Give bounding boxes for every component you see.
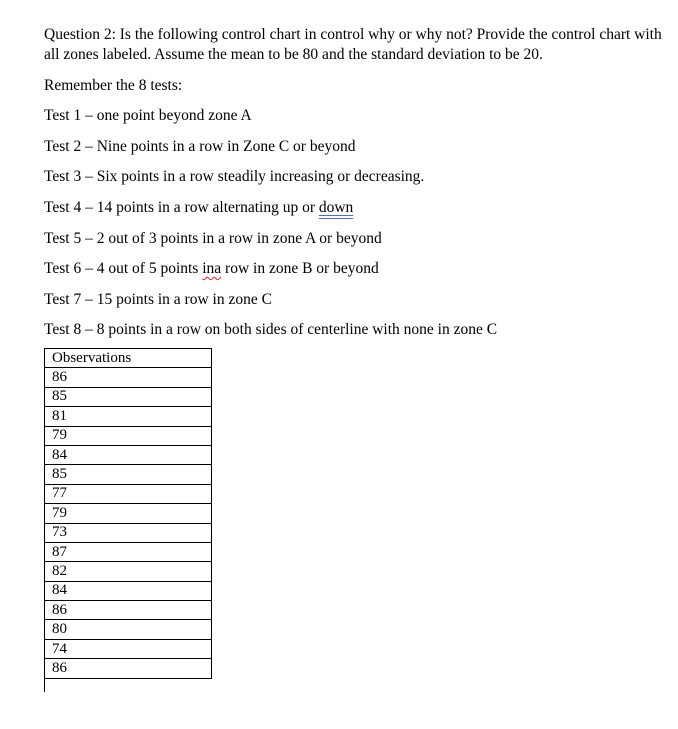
table-row xyxy=(45,523,212,542)
test-1-text: Test 1 – one point beyond zone A xyxy=(44,107,252,124)
observations-header: Observations xyxy=(45,349,212,368)
table-row xyxy=(45,639,212,658)
table-header-row xyxy=(45,349,212,368)
observation-cell: 77 xyxy=(45,484,212,503)
table-row xyxy=(45,368,212,387)
test-3 xyxy=(44,167,424,186)
table-row xyxy=(45,445,212,464)
test-3-text: Test 3 – Six points in a row steadily increasing or decreasing. xyxy=(44,168,425,185)
observation-cell: 84 xyxy=(45,581,212,600)
table-row xyxy=(45,581,212,600)
test-2-text: Test 2 – Nine points in a row in Zone C or beyond xyxy=(44,138,356,155)
table-row xyxy=(45,562,212,581)
test-5 xyxy=(44,229,382,248)
observation-cell: 84 xyxy=(45,445,212,464)
table-row xyxy=(45,465,212,484)
table-row xyxy=(45,484,212,503)
text-cursor[interactable] xyxy=(44,675,45,692)
tests-intro: Remember the 8 tests: xyxy=(44,77,183,94)
observation-cell: 79 xyxy=(45,504,212,523)
table-row xyxy=(45,601,212,620)
observation-cell: 85 xyxy=(45,465,212,484)
table-row xyxy=(45,426,212,445)
table-row xyxy=(45,407,212,426)
test-4 xyxy=(44,198,353,217)
test-2 xyxy=(44,137,355,156)
test-4-text: Test 4 – 14 points in a row alternating up or xyxy=(44,199,319,216)
observation-cell: 73 xyxy=(45,523,212,542)
test-6-text: Test 6 – 4 out of 5 points xyxy=(44,260,203,277)
question-text: Question 2: Is the following control chart in control why or why not? Provide the control chart with all zones labeled. Assume the mean to be 80 and the standard deviation to be 20. xyxy=(44,26,662,63)
observations-table xyxy=(44,348,212,679)
observation-cell: 85 xyxy=(45,387,212,406)
test-5-text: Test 5 – 2 out of 3 points in a row in zone A or beyond xyxy=(44,230,382,247)
test-7 xyxy=(44,290,272,309)
observation-cell: 87 xyxy=(45,542,212,561)
test-1 xyxy=(44,106,252,125)
observation-cell: 79 xyxy=(45,426,212,445)
test-8-text: Test 8 – 8 points in a row on both sides of centerline with none in zone C xyxy=(44,321,498,338)
spelling-flag-ina[interactable]: ina xyxy=(202,260,222,277)
observation-cell: 82 xyxy=(45,562,212,581)
observation-cell: 86 xyxy=(45,659,212,678)
table-row xyxy=(45,620,212,639)
test-8 xyxy=(44,320,497,339)
test-6 xyxy=(44,259,379,278)
observation-cell: 74 xyxy=(45,639,212,658)
observation-cell: 86 xyxy=(45,601,212,620)
table-row xyxy=(45,659,212,678)
observation-cell: 81 xyxy=(45,407,212,426)
test-6-text-end: row in zone B or beyond xyxy=(221,260,379,277)
test-7-text: Test 7 – 15 points in a row in zone C xyxy=(44,291,272,308)
table-row xyxy=(45,504,212,523)
observation-cell: 86 xyxy=(45,368,212,387)
table-row xyxy=(45,542,212,561)
observation-cell: 80 xyxy=(45,620,212,639)
grammar-flag-down[interactable]: down xyxy=(318,199,354,216)
table-row xyxy=(45,387,212,406)
